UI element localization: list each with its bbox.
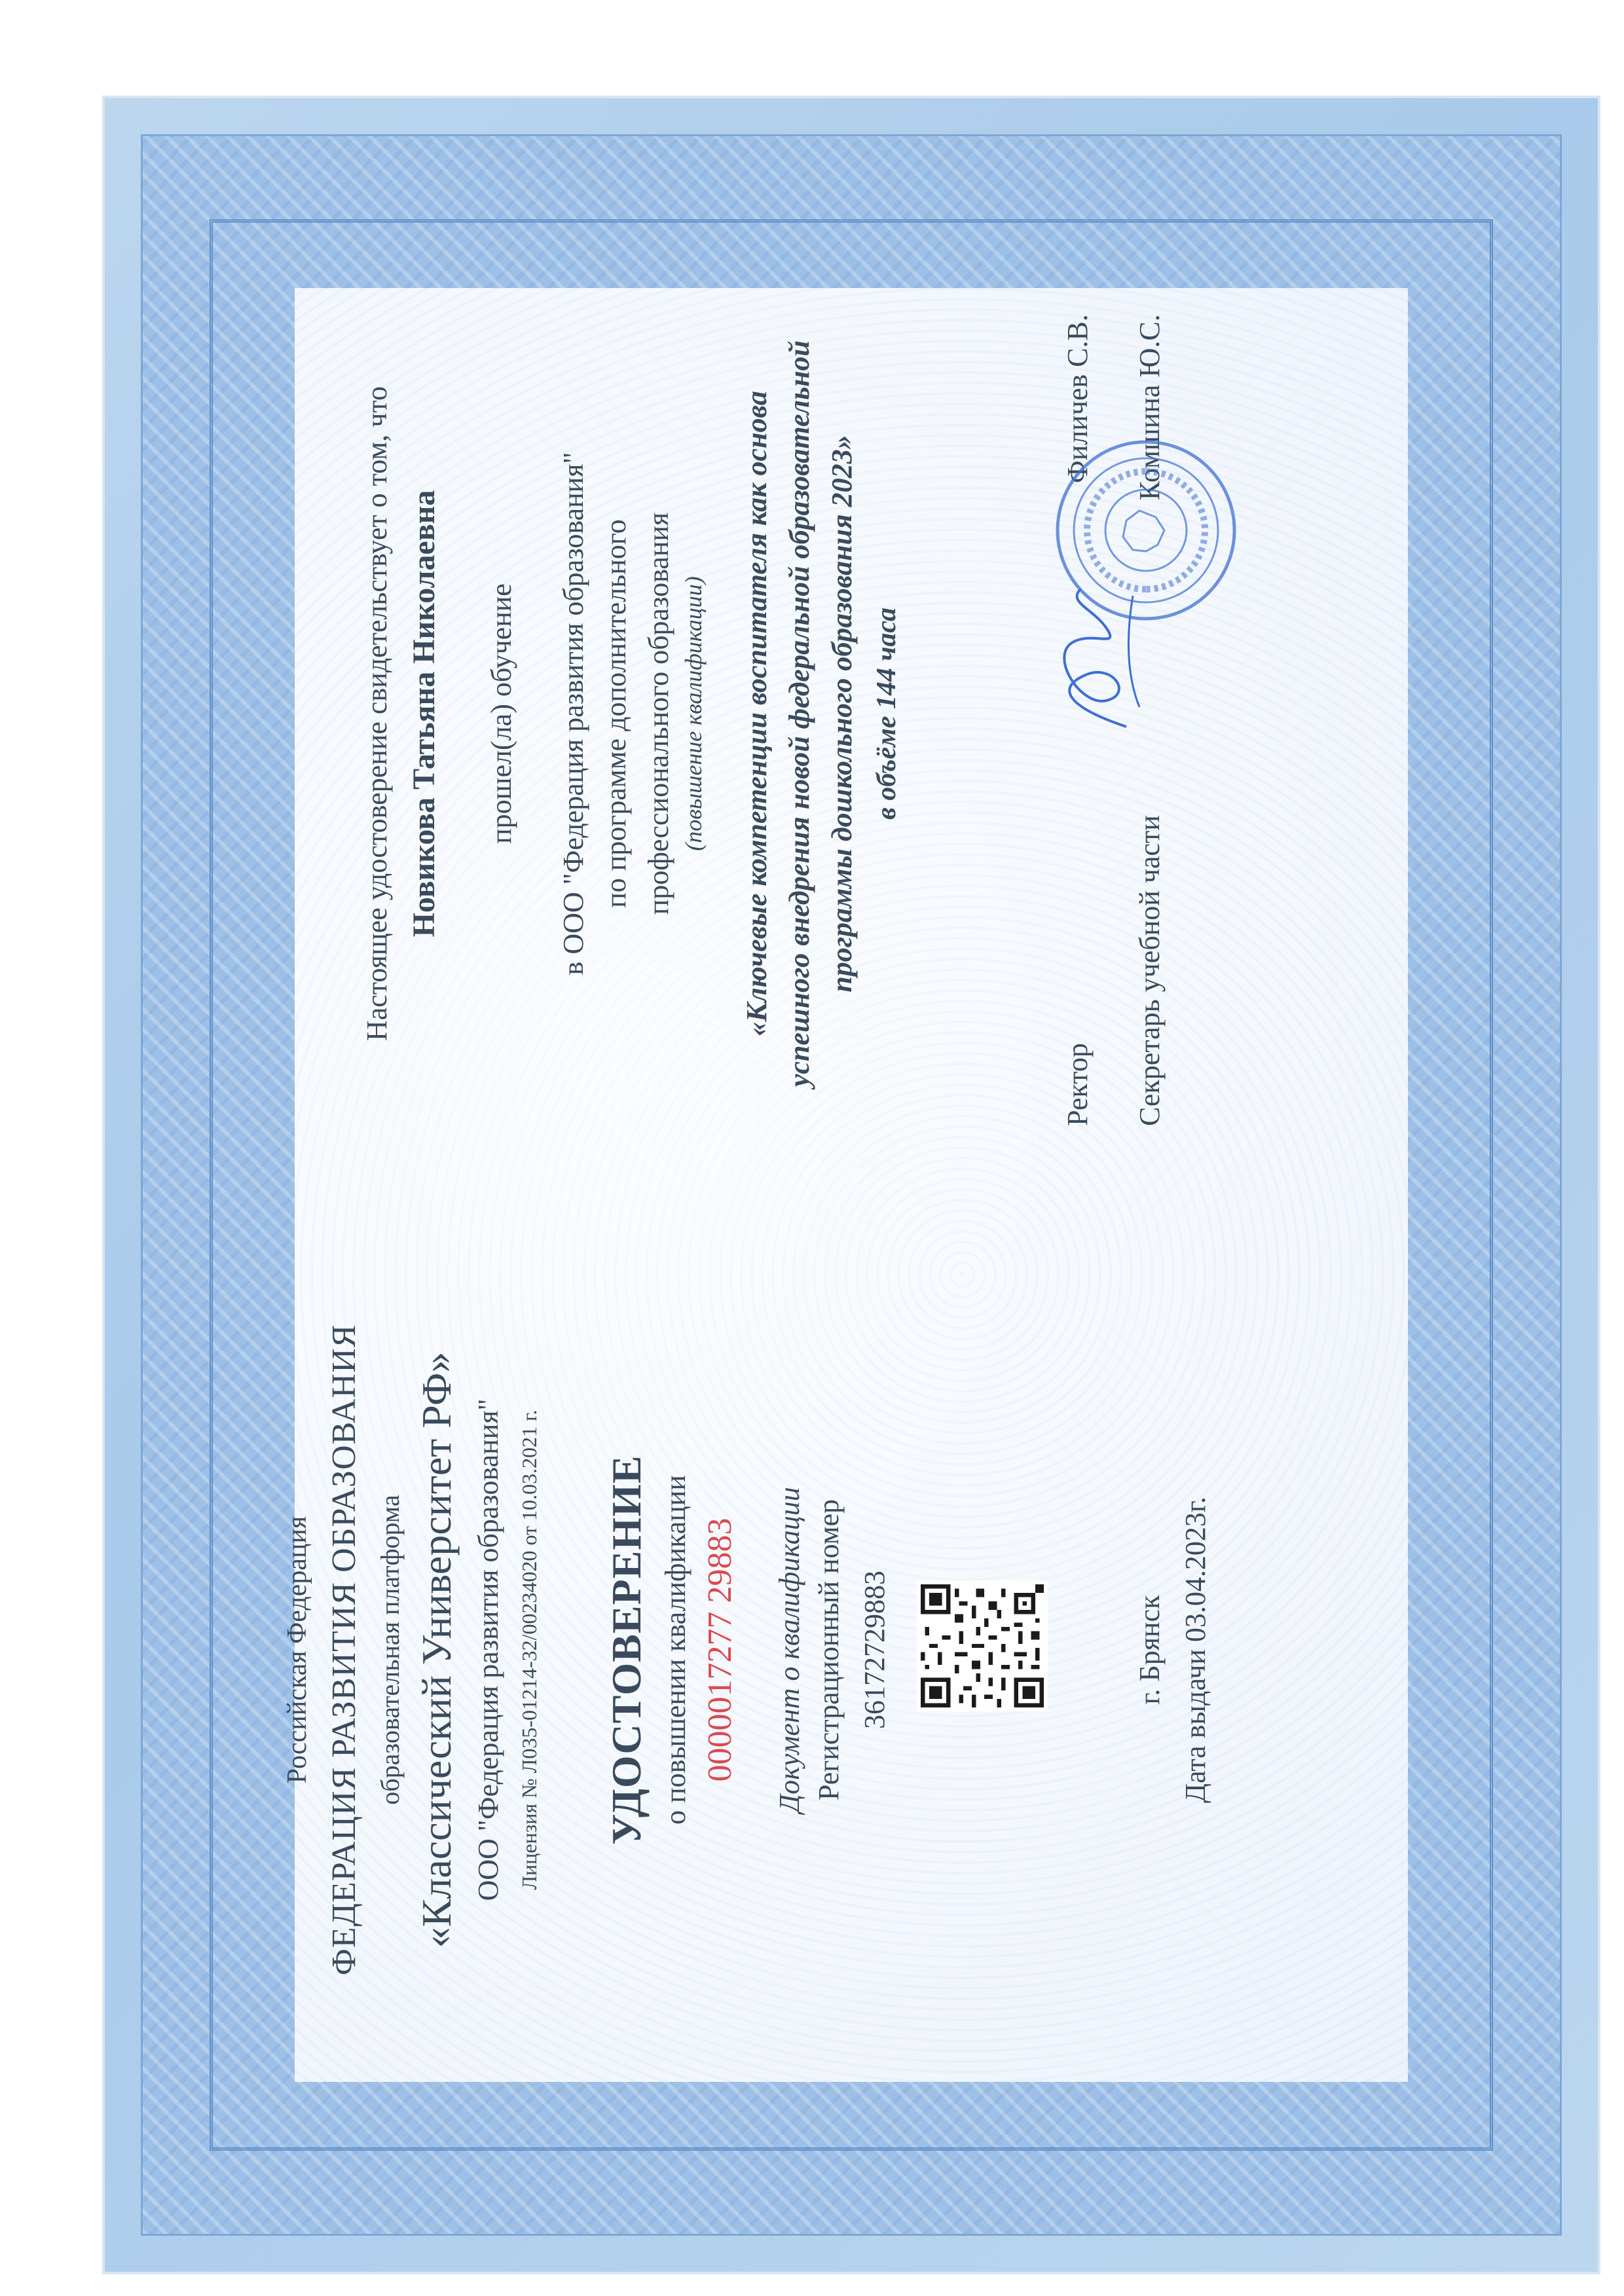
program-line-4: (повышение квалификации) [680, 576, 707, 851]
person-name: Новикова Татьяна Николаевна [407, 490, 441, 938]
issue-date: Дата выдачи 03.04.2023г. [1179, 1497, 1211, 1803]
document-subtitle: о повышении квалификации [659, 1475, 692, 1825]
course-title-line-2: успешного внедрения новой федеральной образовательной [783, 340, 815, 1087]
qr-code[interactable] [917, 1580, 1048, 1711]
passed-training: прошел(ла) обучение [485, 583, 517, 844]
country-name: Российская Федерация [282, 1516, 312, 1784]
secretary-name: Комшина Ю.С. [1134, 314, 1166, 501]
program-line-3: профессионального образования [642, 512, 674, 915]
registration-label: Регистрационный номер [813, 1499, 845, 1801]
license-line: Лицензия № Л035-01214-32/00234020 от 10.03.2021 г. [517, 1410, 541, 1890]
document-title: УДОСТОВЕРЕНИЕ [603, 1455, 650, 1845]
course-hours: в объёме 144 часа [872, 608, 902, 820]
document-type: Документ о квалификации [773, 1487, 805, 1813]
certificate-content [190, 255, 1290, 2102]
program-line-1: в ООО "Федерация развития образования" [557, 452, 589, 975]
stamp-seal-icon [1048, 432, 1244, 629]
registration-number: 36172729883 [858, 1571, 891, 1729]
secretary-label: Секретарь учебной части [1134, 815, 1166, 1126]
organization-name: ООО "Федерация развития образования" [472, 1398, 504, 1901]
university-name: «Классический Университет РФ» [413, 1351, 460, 1948]
rector-label: Ректор [1061, 1043, 1094, 1126]
document-number: 0000017277 29883 [701, 1518, 739, 1782]
program-line-2: по программе дополнительного [600, 519, 632, 908]
intro-text: Настоящее удостоверение свидетельствует о том, что [361, 386, 393, 1042]
rector-name: Филичев С.В. [1061, 314, 1094, 483]
city: г. Брянск [1134, 1595, 1166, 1705]
course-title-line-3: программы дошкольного образования 2023» [826, 435, 858, 993]
federation-name: ФЕДЕРАЦИЯ РАЗВИТИЯ ОБРАЗОВАНИЯ [325, 1324, 363, 1976]
course-title-line-1: «Ключевые компетенции воспитателя как основа [741, 391, 773, 1036]
platform-label: образовательная платформа [375, 1495, 405, 1805]
